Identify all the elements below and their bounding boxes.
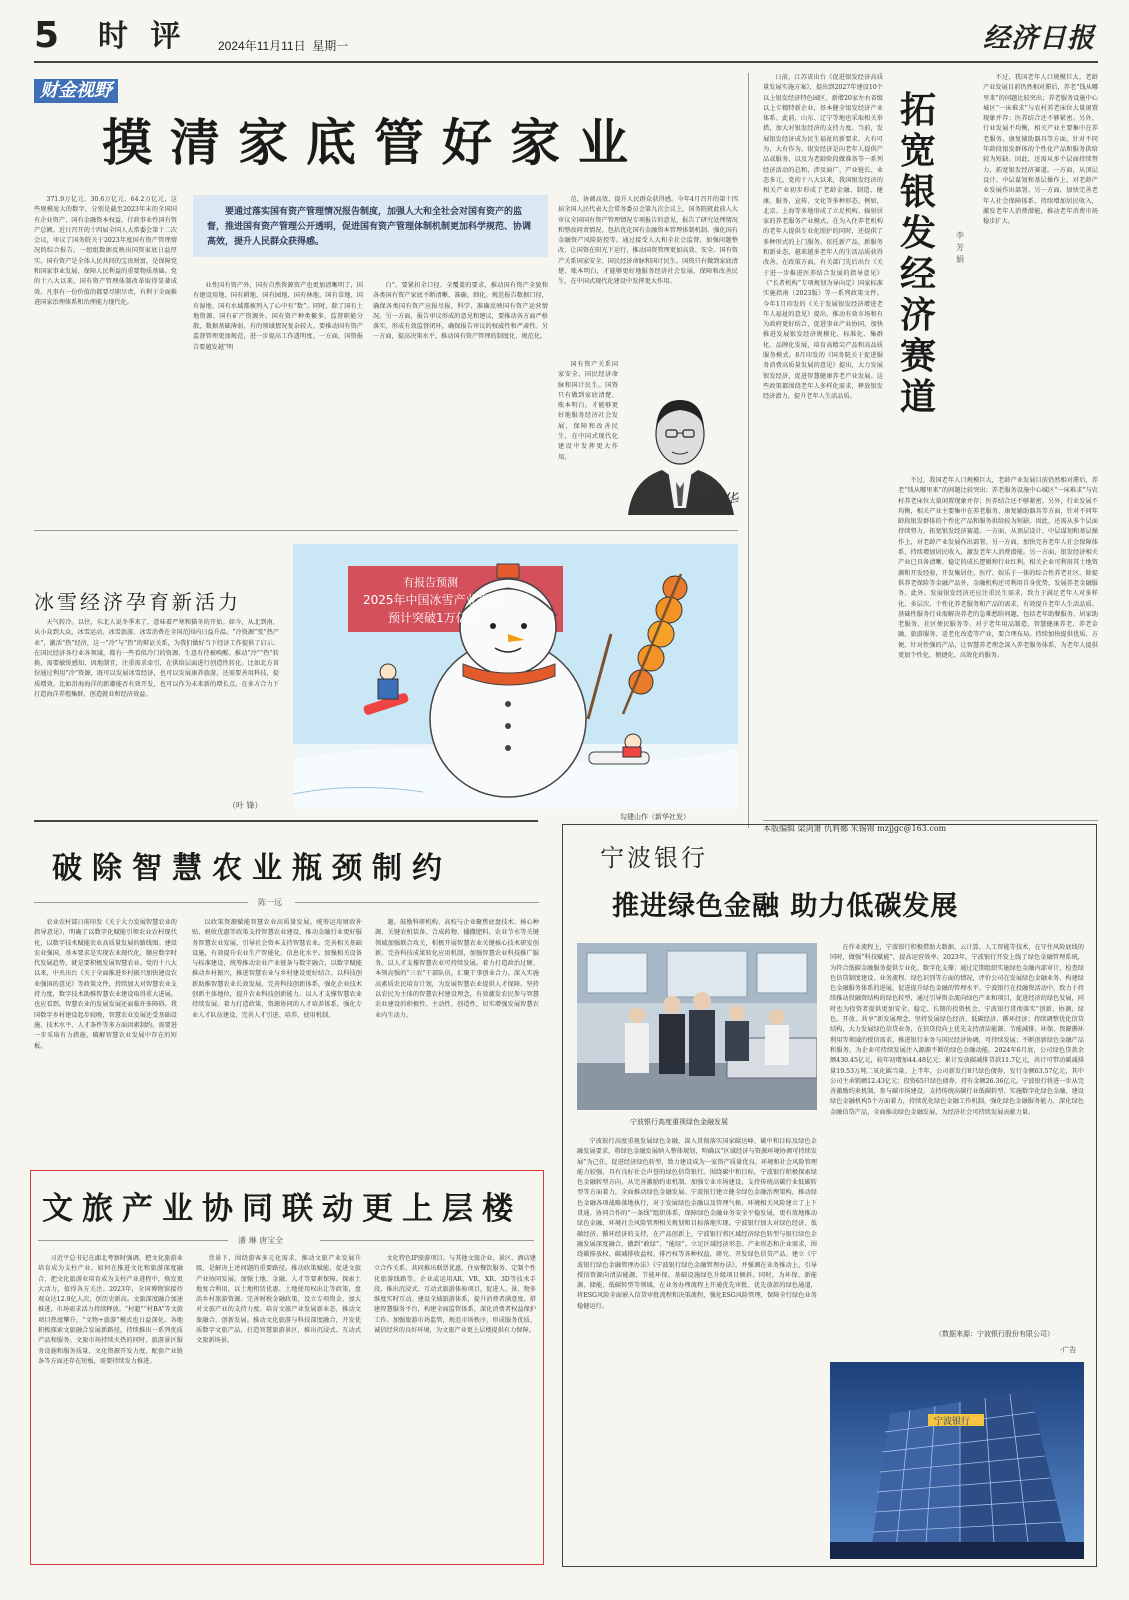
mid-rule — [34, 820, 538, 822]
article3-author: （叶 锋） — [228, 801, 263, 810]
ad-right-text: 在作业流程上，宁波银行积极借助大数据、云计算、人工智能等技术，在守住风险底线的同时，做强“科技赋能”，提高运营效率。2023年，宁波银行开发上线了绿色金融管理系统，为符合低碳金融服务提供专业化、数字化支撑；通过定期组织实施绿色金融内部审计，检查绿色信贷制度建设、业务流程、绿色识别等方面的情况，评价公司在发展绿色金融业务、构建绿色金融服务体系的进展，促进提升绿色金融的管理水平。宁波银行在投融资活动中，致力于持续推动投融资结构的绿色转型，通过引导资金流向绿色产业和项目，促进经济的绿色发展，同时也为投资者提供更加安全、稳定、长期的投资机会。宁波银行贯彻落实“创新、协调、绿色、开放、共享”新发展理念，坚持发展绿色经济、低碳经济、循环经济；持续调整优化信贷结构，大力发展绿色信贷业务，在信贷投向上优先支持清洁能源、节能减排、环保、资源循环利用等领域的授信需求，推进银行业务与国民经济协调，可持续发展；不断创新绿色金融产品和服务，为企业可持续发展注入源源不断的绿色金融动能。2024年6月底，公司绿色贷款余额430.45亿元，较年初增加44.48亿元；累计发放碳减排贷款11.7亿元，共计可带动碳减排量19.53万吨二氧化碳当量。上半年，公司新发行8只绿色债券，发行金额63.57亿元，其中公司主承销额12.43亿元；投资65只绿色债券，持有金额26.36亿元。宁波银行将进一步从完善激励约束机制、参与碳市场建设、支持传统高碳行业低碳转型、实施数字化绿色金融、建设绿色金融机构5个方面着力，持续优化绿色金融工作机制，强化绿色金融服务能力，深化绿色金融信贷产品，全面推动绿色金融发展，为经济社会可持续发展贡献力量。 — [830, 944, 1084, 1116]
ad-building-photo — [830, 1362, 1084, 1559]
ad-source: （数据来源：宁波银行股份有限公司） — [935, 1330, 1054, 1338]
article1-col4: 范、协调高效，提升人民群众获得感。今年4月召开的第十四届全国人民代表大会常务委员会第九次会议上，国务院就此前人大审议全国国有资产管理情况专项报告的意见，报告了研究处理情况和整改问责情况。包括优化国有金融资本管理体制机制、强化国有金融资产风险防控等。通过接受人大和全社会监督，加强问题整改，让国资在阳光下运行，推动国资管理更加高效、安全。国有资产关系国家安全、国民经济命脉和国计民生。国资只有做到家底清楚、账本明白，才能够更好地服务经济社会发展，保障和改善民生，在中国式现代化建设中发挥更大作用。 — [558, 196, 738, 286]
ad-photo-caption: 宁波银行高度重视绿色金融发展 — [630, 1118, 728, 1126]
ad-label: ·广告 — [1060, 1346, 1077, 1354]
article2-title: 拓宽银发经济赛道 — [899, 89, 936, 418]
summary-text: 要通过落实国有资产管理情况报告制度，加强人大和全社会对国有资产的监督，推进国有资产管理公开透明，促进国有资产管理体制机制更加科学规范、协调高效，提升人民群众获得感。 — [207, 207, 532, 247]
article4-col2: 以政策资源赋能智慧农业高质量发展。统筹运用财政补贴、税收优惠等政策支持智慧农业建设，推动金融行业更好服务智慧农业发展，引导社会资本支持智慧农业。完善相关基础设施，有效提升农业生产智能化、信息化水平。加强相关设备与标准建设，统筹推动农业产业链条与数字融合，以数字赋能推动乡村振兴，推进智慧农业与乡村建设更好结合。以科技创新助推智慧农业长效发展。完善科技创新体系，强化企业技术创新主体地位，提升农业科技创新能力。以人才支撑智慧农业持续发展。着力打造政策、资源协同的人才培养体系，强化专业人才队伍建设，完善人才引进、培养、使用机制。 — [192, 919, 362, 1019]
ad-meeting-photo — [577, 943, 817, 1110]
editor-rule — [763, 820, 1098, 821]
issue-date — [218, 37, 348, 54]
article4-col3: 题。鼓励科研机构、高校与企业聚焦底盘技术、核心种源、关键农机装备、合成药物、播撒肥料、农业节水等关键领域加强联合攻关，积极开展智慧农业关键核心技术研发创新。完善科技成果转化应用机制，加强智慧农业科技推广服务。以人才支撑智慧农业可持续发展。着力打造政治过硬、本领高强的“三农”干部队伍，汇聚干事创业合力。深入实施高素质农民培育计划，为发展智慧农业提供人才保障。坚持以农民为主体的智慧农村建设理念，有效激发农民参与智慧农业建设的积极性、主动性、创造性，切实增强发展智慧农业内生动力。 — [375, 919, 539, 1019]
cartoon-banner-line2: 2025年中国冰雪产业规模 — [363, 593, 502, 607]
article5-author-rule2 — [320, 1240, 534, 1241]
editor-line: 本版编辑 梁剑箫 仇莉娜 朱锡锦 mzjjgc@163.com — [763, 824, 947, 833]
summary-box — [193, 195, 548, 257]
article1-rule — [34, 530, 738, 531]
article4-col1: 农业农村部日前印发《关于大力发展智慧农业的指导意见》，明确了以数字化赋能引领农业农村现代化，以数字技术赋能农业高质量发展的路线图。建设农业强国，基本要求是实现农业现代化，顺应数字时代发展趋势，就是要积极发展智慧农业。党的十八大以来，中央出台《关于全面推进乡村振兴加快建设农业强国的意见》等政策文件，持续加大对智慧农业支持力度，数字技术助推智慧农业建设取得重大进展。也应看到，智慧农业的发展发展还面临许多障碍。我国数字乡村建设起步较晚，智慧农业发展还受基础设施、技术水平、人才条件等多方面因素制约。需要进一步采取有力措施，破解智慧农业发展中存在的短板。 — [34, 919, 177, 1050]
article4-author-rule — [34, 902, 248, 903]
signature: 曹金华 — [689, 489, 740, 516]
article1-col4b: 国有资产关系国家安全、国民经济命脉和国计民生。国资只有做到家底清楚、账本明白，才能够更好地服务经济社会发展，保障和改善民生，在中国式现代化建设中发挥更大作用。 — [558, 361, 618, 461]
ad-left-text: 宁波银行高度重视发展绿色金融，深入贯彻落实国家碳达峰、碳中和目标及绿色金融发展要求，将绿色金融发展纳入整体规划，明确以“区域经济与资源环境协调可持续发展”为己任，促进经济绿色转型，致力建设成为一家资产质量优良、环境和社会风险管理能力较强、具有良好社会声誉的绿色信贷银行。围绕碳中和目标，宁波银行积极探索绿色金融转型方向，从完善激励约束机制、加强专业市场建设、支持传统高碳行业低碳转型等方面着力，全面推动绿色金融发展。宁波银行建立健全绿色金融治理架构，推动绿色金融各项战略落地执行，对于发展绿色金融以及管理气候、环境相关风险建立了上下贯通、协同合作的“一条线”组织体系，保障绿色金融业务安全平稳发展，更有效地推动绿色金融、环境社会风险管理相关规划和目标落地实现。宁波银行加大对绿色经济、低碳经济、循环经济的支持，在产品创新上，宁波银行将区域经济绿色转型与银行绿色金融发展深度融合，做到“敢绿”、“能绿”。立足区域经济形态、产业形态和企业需求，围绕碳排放权、碳减排收益权、排污权等各种权益，研究、开发绿色信贷产品。建立《宁波银行绿色金融管理办法》《宁波银行绿色金融管理办法》，并强调在业务推动上，引导授信资源向清洁能源、节能环保、基础设施绿色升级项目倾斜。同时，为环保、新能源、储能、低碳转型等领域，在业务办理流程上开通优先审批、优先放款的绿色通道，将ESG风险全面嵌入信贷审批流程和决策流程，强化ESG风险管理，保障全行绿色业务稳健运行。 — [577, 1138, 817, 1310]
article5-col3: 文化特色IP旅游项目。与其他文旅企业、景区、酒店建立合作关系，共同推出联票优惠、住宿餐饮服务、定制个性化旅游线路等。企业或运用AR、VR、XR、3D等技术手段，推出沉浸式、互动式旅游体验项目，促进人、景、物多维度实时互动。建设全域旅游体系，提升消费者满意度。搭建智慧服务平台，构建全面监管体系，深化消费者权益保护工作。加强旅游市场监管，规范市场秩序，形成服务优质、诚信经营的良好环境，为文旅产业更上层楼提供有力保障。 — [374, 1255, 536, 1335]
article3-body: 天气转冷。以往，东北人说冬季来了，意味着严寒和猫冬的开始。如今，从北到南，从小众到大众，冰雪运动、冰雪旅游、冰雪消费在全国范围内日益升温。“冷资源”变“热产业”，激活“热”经济，这一“冷”与“热”的辩证关系，为我们做好当下经济工作提供了启示。在国民经济各行业各领域，都有一些看似冷门的资源、生意有待被唤醒。推动“冷”“热”转换，需要敏锐感知，因地制宜，注重需求牵引，在供给层面进行创造性转化。比如北方省份通过利用“冷”资源，既可以发展冰雪经济，也可以发展康养旅游，还需要善用科技，提质增效。比如沿海海洋的新潮能否有效开发，也可以作为未来新的增长点，在多方合力下打造海洋养殖集群，创造就业和经济效益。 — [34, 619, 279, 699]
article5-author: 潘 琳 唐宝全 — [238, 1236, 284, 1245]
page-number: 5 — [34, 15, 60, 56]
article2-col2: 不过，我国老年人口规模巨大，老龄产业发展目前仍然相对滞后，养老“钱从哪里来”的问题比较突出；养老服务设施中心城区“一床难求”与农村养老床位大量闲置现象并存；医养结合还不够紧密。另外，行业发展不均衡，相关产业主要集中在养老服务、康复辅助器具等方面，针对不同年龄段银发群体的个性化产品和服务供给较为短缺。因此，还需从多个层面持续努力，拓宽银发经济赛道。一方面，从顶层设计、中层谋划和基层操作上，对老龄产业发展作出部署。另一方面，加快完善老年人社会保障体系，持续增加居民收入，激发老年人消费潜能，推动老年消费市场稳步扩大。 — [983, 74, 1098, 226]
article5-author-rule — [38, 1240, 228, 1241]
header-rule — [34, 61, 1098, 63]
section-name: 时 评 — [98, 19, 187, 54]
ad-brand: 宁波银行 — [600, 844, 708, 872]
weekday-text: 星期一 — [312, 39, 349, 53]
article4-title: 破除智慧农业瓶颈制约 — [52, 851, 452, 886]
article2-col1: 日前，江苏省出台《促进银发经济高质量发展实施方案》，提出到2027年建设10个以上银发经济特色园区，新增20家左右省级以上专精特新企业，基本健全银发经济产业体系。此前，山东、辽宁等地也采取相关举措，加大对银发经济的支持力度。当前，发展银发经济成为民生福祉的新要求，大有可为，大有作为。银发经济是向老年人提供产品或服务，以及为老龄阶段做准备等一系列经济活动的总和，涉及面广、产业链长、业态多元。党的十八大以来，我国银发经济的相关产业初步形成了老龄金融、制造、健康、服务、宣传、文化等多种形态。例如，北京、上海等多地形成了立足机构、辐射居家的养老服务产业模式，在为入住养老机构的老年人提供专业化照护的同时，还提供了多种形式的上门服务。依托新产品、新服务和新业态，越来越多老年人的生活品质获得改善。在政策方面，有关部门先后出台《关于进一步推进医养结合发展的指导意见》《“长者机构”专项规划为导向定》国家标准实施指南（2023版）等一系列政策文件。今年1月印发的《关于发展银发经济增进老年人福祉的意见》提出，推动有效市场和有为政府更好结合，促进事业产业协同，加快推进发展银发经济规模化、标准化、集群化、品牌化发展，培育高精尖产品和高品质服务模式。8月印发的《国务院关于促进服务消费高质量发展的意见》提出，大力发展银发经济，促进智慧健康养老产业发展。这些政策都围绕老年人多样化需求，释放银发经济潜力，提升老年人生活品质。 — [763, 74, 883, 401]
ad-title: 推进绿色金融 助力低碳发展 — [612, 891, 959, 922]
building-sign: 宁波银行 — [934, 1417, 971, 1427]
newspaper-logo: 经济日报 — [983, 23, 1095, 54]
date-text: 2024年11月11日 — [218, 39, 306, 53]
cartoon-banner-line1: 有报告预测 — [403, 576, 458, 589]
article4-author: 陈一远 — [258, 898, 282, 907]
column-tag: 财金视野 — [34, 79, 118, 103]
article2-col2b: 不过，我国老年人口规模巨大，老龄产业发展目前仍然相对滞后，养老“钱从哪里来”的问题比较突出；养老服务设施中心城区“一床难求”与农村养老床位大量闲置现象并存；医养结合还不够紧密。另外，行业发展不均衡，相关产业主要集中在养老服务、康复辅助器具等方面，针对不同年龄段银发群体的个性化产品和服务供给较为短缺。因此，还需从多个层面持续努力，拓宽银发经济赛道。一方面，从顶层设计、中层谋划和基层操作上，对老龄产业发展作出部署。另一方面，加快完善老年人社会保障体系，持续增加居民收入，激发老年人消费潜能。另一方面，银发经济相关产业已具备清晰、稳定的成长逻辑和行业红利。相关企业可利用其土地资源和开发经验，开发集居住、医疗、娱乐于一体的综合性养老社区。除提供养老保险等金融产品外，金融机构还可利用自身优势，发展养老金融服务。此外，发展银发经济还应注重民生需求，致力于满足老年人对多样化、多层次、个性化养老服务和产品的需求，有效提升老年人生活品质。基础性服务行业需解决养老的急难愁盼问题，包括老年助餐服务、居家助老服务、社区便民服务等。对于老年用品制造、智慧健康养老、养老金融、旅游服务、适老化改造等产业，要合理布局。持续加快提供优质、方便、针对性强的产品，让智慧养老理念深入养老服务体系，为老年人提供更加个性化、便捷化、高效化的服务。 — [898, 477, 1098, 660]
article4-author-rule2 — [295, 902, 539, 903]
cartoon-banner-line3: 预计突破1万亿元 — [388, 611, 480, 625]
article1-col1: 371.9万亿元、30.6万亿元、64.2万亿元，这些规模庞大的数字，分别是截至2023年末的全国国有企业资产、国有金融资本权益、行政事业性国有资产总额。近日召开的十四届全国人大常委会第十二次会议，审议了国务院关于2023年度国有资产管理情况的综合报告。一组组数据反映出国资家底日益厚实。国有资产是全体人民共同的宝贵财富，是保障党和国家事业发展、保障人民利益的重要物质基础。党的十八大以来，国有资产管理体制改革取得显著成效。凡事有一份价值的都要尽职尽责，有利于全面推进国家治理体系和治理能力现代化。 — [34, 196, 177, 306]
article5-title: 文旅产业协同联动更上层楼 — [42, 1191, 522, 1227]
article5-col1: 习近平总书记在湖北考察时强调，把文化旅游业培育成为支柱产业。如何在推进文化和旅游深度融合，把文化旅游业培育成为支柱产业进程中，焕发更大活力，值得各方关注。2023年，全国博物馆接待观众达12.9亿人次，创历史新高。文旅深度融合加速推进，市场需求活力持续释放。“村超”“村BA”等文旅项目热度攀升，“文物+旅游”模式也日益深化。各地积极探索文旅融合发展新路径，持续推出一系列优质产品和服务。文旅市场持续火热的同时，旅游景区服务设施和服务质量、文化资源开发力度、配套产业链条等方面还存在短板，需要持续发力推进。 — [38, 1255, 183, 1365]
snowman-cartoon — [293, 544, 738, 809]
col-divider — [748, 73, 749, 828]
article1-col2: 业性国有资产外，国有自然资源资产也更加清晰明了，国有建设用地、国有耕地、国有园地、国有林地、国有草地、国有湿地、国有水域都被列入了心中有“数”。同时，除了国有土地资源、国有矿产资源外，国有资产种类繁多，监督职能分散，数据基础薄弱，有的领域情况复杂较大。要推动国有资产监督管理更加规范，进一步提高工作透明度。一方面，国资报告要越发越“明 — [193, 282, 363, 351]
article5-col2: 背景下，围绕游客多元化需求，推动文旅产业发展升级，是解决上述问题的重要路径。推动政策赋能，促进文旅产业协同发展。加强土地、金融、人才等要素保障。探索土地复合利用，以土地租赁优惠、土地使用权出让等政策，盘活乡村旅游资源。完善财税金融政策，设立专项资金，加大对文旅产业的支持力度。培育文旅产业发展新业态，推动文旅融合、创新发展。推动文化旅游与科技深度融合，开发优质数字文旅产品，打造智慧旅游景区，推出沉浸式、互动式文旅新场景。 — [196, 1255, 361, 1345]
article1-title: 摸清家底管好家业 — [102, 113, 646, 172]
article2-author: 李芳娟 — [956, 231, 976, 264]
article3-title: 冰雪经济孕育新活力 — [34, 590, 241, 614]
article1-col3: 白”。要紧扣全口径、全覆盖的要求，推动国有资产全貌和各类国有资产家底不断清晰、准确、细化。规范报告数据口径，确保各类国有资产应报尽报，科学、准确反映国有资产运营情况。另一方面，报告审议形成的意见和建议，要推动各方面严格落实，形成有效监督闭环，确保报告审议的权威性和严肃性。另一方面，提高决策水平，推动国有资产管理的制度化、规范化。 — [373, 282, 548, 341]
cartoon-credit: 勾建山作（新华社发） — [620, 813, 690, 821]
